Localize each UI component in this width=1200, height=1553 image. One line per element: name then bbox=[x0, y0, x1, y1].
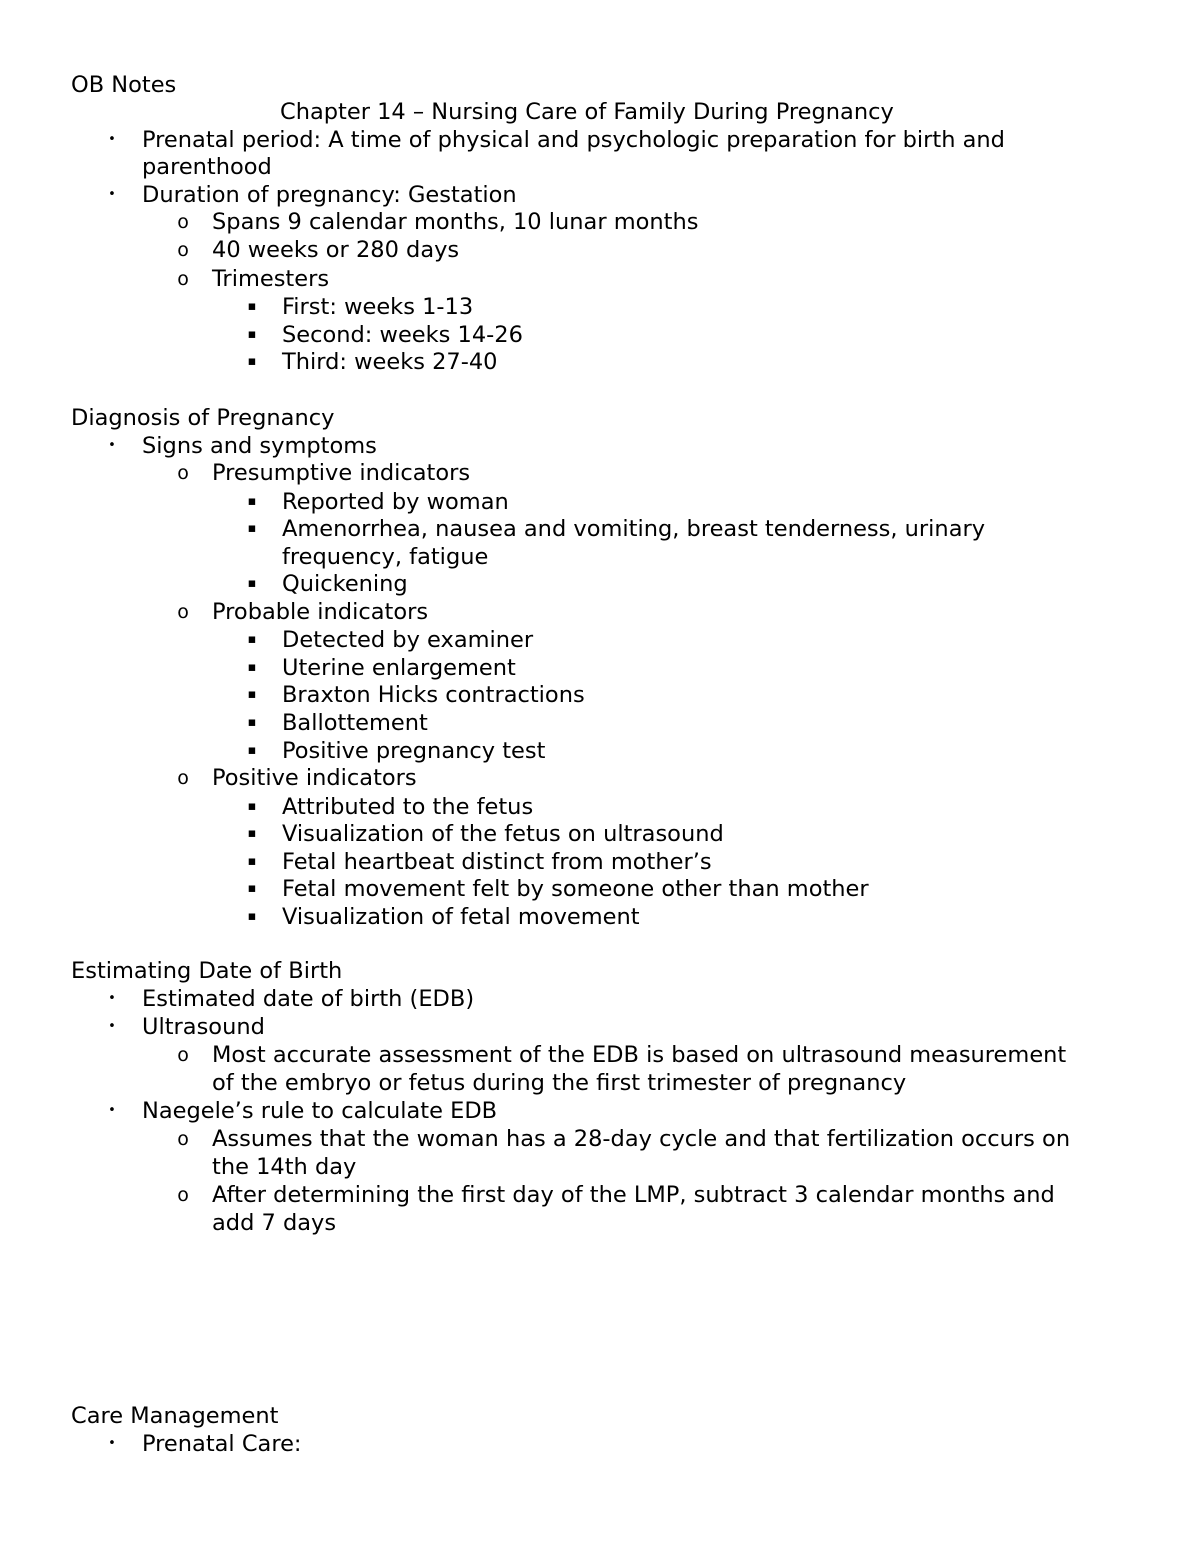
visualization-ultrasound-text: Visualization of the fetus on ultrasound bbox=[282, 821, 724, 847]
square-bullet-icon: ▪ bbox=[247, 826, 257, 841]
attributed-text: Attributed to the fetus bbox=[282, 794, 534, 820]
bullet-icon: • bbox=[108, 1019, 116, 1034]
weeks-text: 40 weeks or 280 days bbox=[212, 237, 460, 263]
care-heading: Care Management bbox=[71, 1403, 279, 1429]
circle-bullet-icon: o bbox=[177, 462, 189, 484]
diagnosis-heading: Diagnosis of Pregnancy bbox=[71, 405, 335, 431]
circle-bullet-icon: o bbox=[177, 767, 189, 789]
square-bullet-icon: ▪ bbox=[247, 327, 257, 342]
square-bullet-icon: ▪ bbox=[247, 660, 257, 675]
circle-bullet-icon: o bbox=[177, 211, 189, 233]
ballottement-text: Ballottement bbox=[282, 710, 428, 736]
square-bullet-icon: ▪ bbox=[247, 299, 257, 314]
trimesters-text: Trimesters bbox=[212, 266, 330, 292]
signs-text: Signs and symptoms bbox=[142, 433, 377, 459]
braxton-text: Braxton Hicks contractions bbox=[282, 682, 585, 708]
prenatal-period-text-cont: parenthood bbox=[142, 154, 272, 180]
circle-bullet-icon: o bbox=[177, 239, 189, 261]
positive-text: Positive indicators bbox=[212, 765, 417, 791]
square-bullet-icon: ▪ bbox=[247, 909, 257, 924]
spans-text: Spans 9 calendar months, 10 lunar months bbox=[212, 209, 699, 235]
prenatal-period-text: Prenatal period: A time of physical and psychologic preparation for birth and bbox=[142, 127, 1005, 153]
prenatal-care-text: Prenatal Care: bbox=[142, 1431, 302, 1457]
square-bullet-icon: ▪ bbox=[247, 632, 257, 647]
estimating-heading: Estimating Date of Birth bbox=[71, 958, 343, 984]
bullet-icon: • bbox=[108, 1436, 116, 1451]
square-bullet-icon: ▪ bbox=[247, 715, 257, 730]
square-bullet-icon: ▪ bbox=[247, 687, 257, 702]
square-bullet-icon: ▪ bbox=[247, 521, 257, 536]
chapter-title: Chapter 14 – Nursing Care of Family During Pregnancy bbox=[280, 99, 894, 125]
bullet-icon: • bbox=[108, 438, 116, 453]
circle-bullet-icon: o bbox=[177, 1128, 189, 1150]
accurate-text: Most accurate assessment of the EDB is based on ultrasound measurement bbox=[212, 1042, 1067, 1068]
probable-text: Probable indicators bbox=[212, 599, 429, 625]
bullet-icon: • bbox=[108, 132, 116, 147]
circle-bullet-icon: o bbox=[177, 1044, 189, 1066]
amenorrhea-text-cont: frequency, fatigue bbox=[282, 544, 489, 570]
duration-text: Duration of pregnancy: Gestation bbox=[142, 182, 517, 208]
quickening-text: Quickening bbox=[282, 571, 408, 597]
reported-text: Reported by woman bbox=[282, 489, 509, 515]
positive-test-text: Positive pregnancy test bbox=[282, 738, 546, 764]
assumes-text: Assumes that the woman has a 28-day cycle and that fertilization occurs on bbox=[212, 1126, 1071, 1152]
first-trimester-text: First: weeks 1-13 bbox=[282, 294, 474, 320]
circle-bullet-icon: o bbox=[177, 268, 189, 290]
edb-text: Estimated date of birth (EDB) bbox=[142, 986, 475, 1012]
after-text-cont: add 7 days bbox=[212, 1210, 337, 1236]
presumptive-text: Presumptive indicators bbox=[212, 460, 471, 486]
amenorrhea-text: Amenorrhea, nausea and vomiting, breast tenderness, urinary bbox=[282, 516, 986, 542]
square-bullet-icon: ▪ bbox=[247, 494, 257, 509]
heartbeat-text: Fetal heartbeat distinct from mother’s bbox=[282, 849, 712, 875]
after-text: After determining the first day of the LMP, subtract 3 calendar months and bbox=[212, 1182, 1055, 1208]
circle-bullet-icon: o bbox=[177, 601, 189, 623]
movement-felt-text: Fetal movement felt by someone other than mother bbox=[282, 876, 869, 902]
square-bullet-icon: ▪ bbox=[247, 854, 257, 869]
bullet-icon: • bbox=[108, 187, 116, 202]
detected-text: Detected by examiner bbox=[282, 627, 534, 653]
third-trimester-text: Third: weeks 27-40 bbox=[282, 349, 498, 375]
square-bullet-icon: ▪ bbox=[247, 743, 257, 758]
square-bullet-icon: ▪ bbox=[247, 881, 257, 896]
square-bullet-icon: ▪ bbox=[247, 799, 257, 814]
second-trimester-text: Second: weeks 14-26 bbox=[282, 322, 523, 348]
bullet-icon: • bbox=[108, 1103, 116, 1118]
naegele-text: Naegele’s rule to calculate EDB bbox=[142, 1098, 498, 1124]
circle-bullet-icon: o bbox=[177, 1184, 189, 1206]
square-bullet-icon: ▪ bbox=[247, 354, 257, 369]
uterine-text: Uterine enlargement bbox=[282, 655, 516, 681]
visualization-movement-text: Visualization of fetal movement bbox=[282, 904, 640, 930]
doc-title: OB Notes bbox=[71, 72, 177, 98]
bullet-icon: • bbox=[108, 991, 116, 1006]
assumes-text-cont: the 14th day bbox=[212, 1154, 357, 1180]
ultrasound-text: Ultrasound bbox=[142, 1014, 265, 1040]
square-bullet-icon: ▪ bbox=[247, 576, 257, 591]
accurate-text-cont: of the embryo or fetus during the first trimester of pregnancy bbox=[212, 1070, 907, 1096]
